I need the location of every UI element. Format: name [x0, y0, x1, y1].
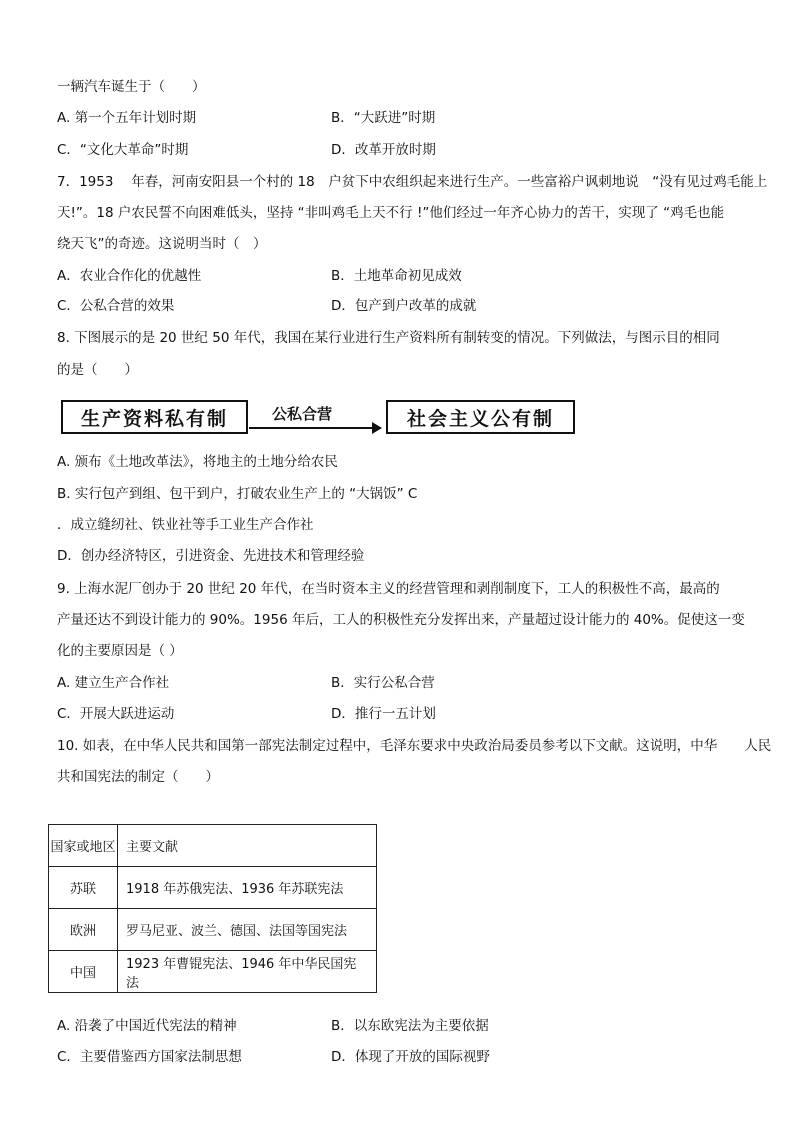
q9-option-a: A. 建立生产合作社	[57, 675, 170, 691]
q9-option-d: D．推行一五计划	[331, 706, 436, 722]
public-ownership-box: 社会主义公有制	[386, 400, 575, 434]
q7-option-b: B．土地革命初见成效	[331, 268, 462, 284]
q8-option-a: A. 颁布《土地改革法》，将地主的土地分给农民	[57, 454, 338, 470]
arrow-shaft	[249, 427, 373, 429]
q9-option-b: B．实行公私合营	[331, 675, 435, 691]
q9-stem-line-3: 化的主要原因是（ ）	[57, 643, 183, 659]
q10-stem-line-2: 共和国宪法的制定（ ）	[57, 769, 219, 785]
q7-stem-line-2: 天!”。18 户农民誓不向困难低头，坚持 “非叫鸡毛上天不行 !”他们经过一年齐心协力的苦干，实现了 “鸡毛也能	[57, 205, 725, 221]
q10-stem-line-1: 10. 如表，在中华人民共和国第一部宪法制定过程中，毛泽东要求中央政治局委员参考以下文献。这说明，中华 人民	[57, 738, 772, 754]
q8-stem-line-2: 的是（ ）	[57, 362, 138, 378]
q9-option-c: C．开展大跃进运动	[57, 706, 175, 722]
documents-cell: 1918 年苏俄宪法、1936 年苏联宪法	[118, 867, 377, 909]
table-row	[49, 951, 377, 993]
q7-option-d: D．包产到户改革的成就	[331, 298, 477, 314]
arrow-label: 公私合营	[272, 405, 333, 423]
table-header-row	[49, 825, 377, 867]
q8-option-b: B. 实行包产到组、包干到户，打破农业生产上的 “大锅饭” C	[57, 486, 418, 502]
q10-option-c: C．主要借鉴西方国家法制思想	[57, 1049, 242, 1065]
q6-option-b: B．“大跃进”时期	[331, 110, 436, 126]
q9-stem-line-1: 9. 上海水泥厂创办于 20 世纪 20 年代，在当时资本主义的经营管理和剥削制度下，工人的积极性不高，最高的	[57, 581, 720, 597]
constitution-references-table	[48, 824, 377, 993]
q10-option-b: B．以东欧宪法为主要依据	[331, 1018, 489, 1034]
q8-option-c: ．成立缝纫社、铁业社等手工业生产合作社	[57, 517, 314, 533]
table-row	[49, 867, 377, 909]
q10-option-a: A. 沿袭了中国近代宪法的精神	[57, 1018, 237, 1034]
q10-option-d: D．体现了开放的国际视野	[331, 1049, 490, 1065]
q7-stem-line-1: 7．1953 年春，河南安阳县一个村的 18 户贫下中农组织起来进行生产。一些富裕户讽刺地说 “没有见过鸡毛能上	[57, 174, 768, 190]
q8-stem-line-1: 8. 下图展示的是 20 世纪 50 年代，我国在某行业进行生产资料所有制转变的情况。下列做法，与图示目的相同	[57, 330, 720, 346]
header-region: 国家或地区	[49, 825, 118, 867]
q6-option-c: C．“文化大革命”时期	[57, 142, 189, 158]
region-cell: 欧洲	[49, 909, 118, 951]
documents-cell: 1923 年曹锟宪法、1946 年中华民国宪法	[118, 951, 377, 993]
q6-option-a: A. 第一个五年计划时期	[57, 110, 197, 126]
q9-stem-line-2: 产量还达不到设计能力的 90%。1956 年后，工人的积极性充分发挥出来，产量超过设计能力的 40%。促使这一变	[57, 612, 745, 628]
q7-option-c: C．公私合营的效果	[57, 298, 175, 314]
q6-stem-tail: 一辆汽车诞生于（ ）	[57, 79, 206, 95]
region-cell: 中国	[49, 951, 118, 993]
region-cell: 苏联	[49, 867, 118, 909]
arrow-head-icon	[372, 422, 382, 434]
private-ownership-box: 生产资料私有制	[61, 400, 248, 434]
q8-option-d: D．创办经济特区，引进资金、先进技术和管理经验	[57, 548, 365, 564]
q7-option-a: A．农业合作化的优越性	[57, 268, 202, 284]
q7-stem-line-3: 绕天飞”的奇迹。这说明当时（ ）	[57, 236, 267, 252]
documents-cell: 罗马尼亚、波兰、德国、法国等国宪法	[118, 909, 377, 951]
header-documents: 主要文献	[118, 825, 377, 867]
q6-option-d: D．改革开放时期	[331, 142, 436, 158]
table-row	[49, 909, 377, 951]
